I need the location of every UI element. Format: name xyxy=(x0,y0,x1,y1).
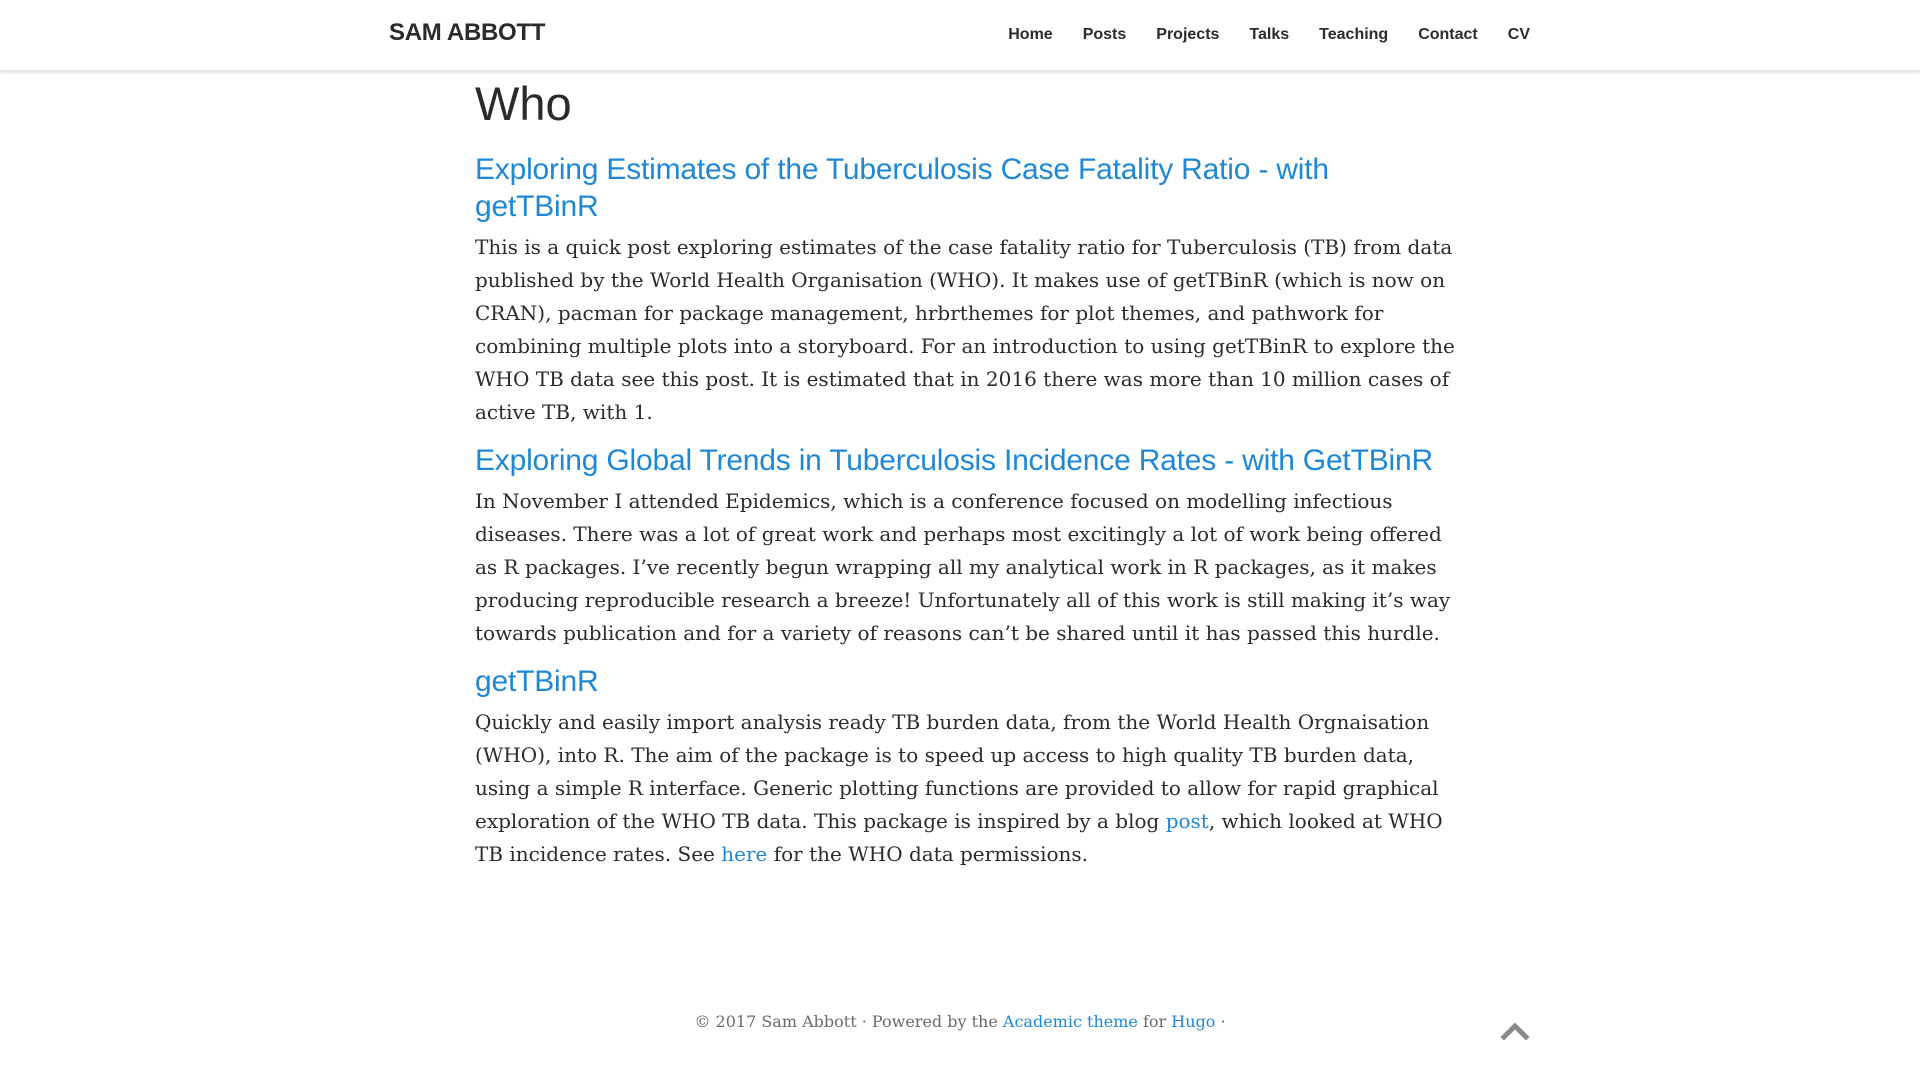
nav-link-cv[interactable]: CV xyxy=(1507,26,1530,43)
nav-link-posts[interactable]: Posts xyxy=(1082,26,1127,43)
nav-link-teaching[interactable]: Teaching xyxy=(1319,26,1389,43)
post-item xyxy=(475,442,1455,650)
post-title-link[interactable]: Exploring Global Trends in Tuberculosis Incidence Rates - with GetTBinR xyxy=(475,444,1433,477)
post-title-link[interactable]: getTBinR xyxy=(475,665,599,698)
chevron-up-icon xyxy=(1500,1020,1530,1040)
nav-link-talks[interactable]: Talks xyxy=(1249,26,1290,43)
nav-item-cv xyxy=(1508,24,1530,44)
post-summary: In November I attended Epidemics, which is a conference focused on modelling infectious diseases. There was a lot of great work and perhaps most excitingly a lot of work being offered as R packages. I’ve recently begun wrapping all my analytical work in R packages, as it makes producing reproducible research a breeze! Unfortunately all of this work is still making it’s way towards publication and for a variety of reasons can’t be shared until it has passed this hurdle. xyxy=(475,489,1451,645)
nav-item-posts xyxy=(1083,24,1127,44)
site-brand[interactable]: SAM ABBOTT xyxy=(389,19,546,46)
post-title xyxy=(475,151,1455,225)
footer xyxy=(0,1012,1920,1031)
post-item xyxy=(475,663,1455,871)
nav-item-talks xyxy=(1249,24,1289,44)
nav-item-home xyxy=(1008,24,1052,44)
nav-item-projects xyxy=(1156,24,1219,44)
footer-for-text: for xyxy=(1137,1012,1172,1031)
back-to-top-button[interactable] xyxy=(1500,1020,1530,1040)
post-summary xyxy=(475,706,1455,871)
nav-link-projects[interactable]: Projects xyxy=(1156,26,1220,43)
main-content xyxy=(475,70,1455,884)
page-title: Who xyxy=(475,77,572,130)
permissions-link[interactable]: here xyxy=(721,842,768,866)
post-title xyxy=(475,663,1455,700)
navbar xyxy=(0,0,1920,71)
post-item xyxy=(475,151,1455,429)
post-summary-text: Quickly and easily import analysis ready TB burden data, from the World Health Orgnaisation (WHO), into R. The aim of the package is to speed up access to high quality TB burden data, using a simple R interface. Generic plotting functions are provided to allow for rapid graphical exploration of the WHO TB data. This package is inspired by a blog xyxy=(475,710,1439,833)
post-summary-text: , which looked at WHO TB incidence rates. See xyxy=(475,809,1443,866)
post-summary-text: for the WHO data permissions. xyxy=(767,842,1089,866)
academic-theme-link[interactable]: Academic theme xyxy=(1002,1012,1138,1031)
footer-copyright: © 2017 Sam Abbott · Powered by the xyxy=(694,1012,1003,1031)
nav-link-contact[interactable]: Contact xyxy=(1418,26,1478,43)
footer-trailing: · xyxy=(1215,1012,1226,1031)
nav-links xyxy=(978,24,1530,44)
hugo-link[interactable]: Hugo xyxy=(1171,1012,1216,1031)
nav-item-contact xyxy=(1418,24,1478,44)
post-inline-link[interactable]: post xyxy=(1165,809,1209,833)
post-title-link[interactable]: Exploring Estimates of the Tuberculosis Case Fatality Ratio - with getTBinR xyxy=(475,153,1329,223)
nav-item-teaching xyxy=(1319,24,1388,44)
post-title xyxy=(475,442,1455,479)
nav-link-home[interactable]: Home xyxy=(1008,26,1053,43)
post-summary: This is a quick post exploring estimates of the case fatality ratio for Tuberculosis (TB) from data published by the World Health Organisation (WHO). It makes use of getTBinR (which is now on CRAN), pacman for package management, hrbrthemes for plot themes, and pathwork for combining multiple plots into a storyboard. For an introduction to using getTBinR to explore the WHO TB data see this post. It is estimated that in 2016 there was more than 10 million cases of active TB, with 1. xyxy=(475,235,1455,424)
